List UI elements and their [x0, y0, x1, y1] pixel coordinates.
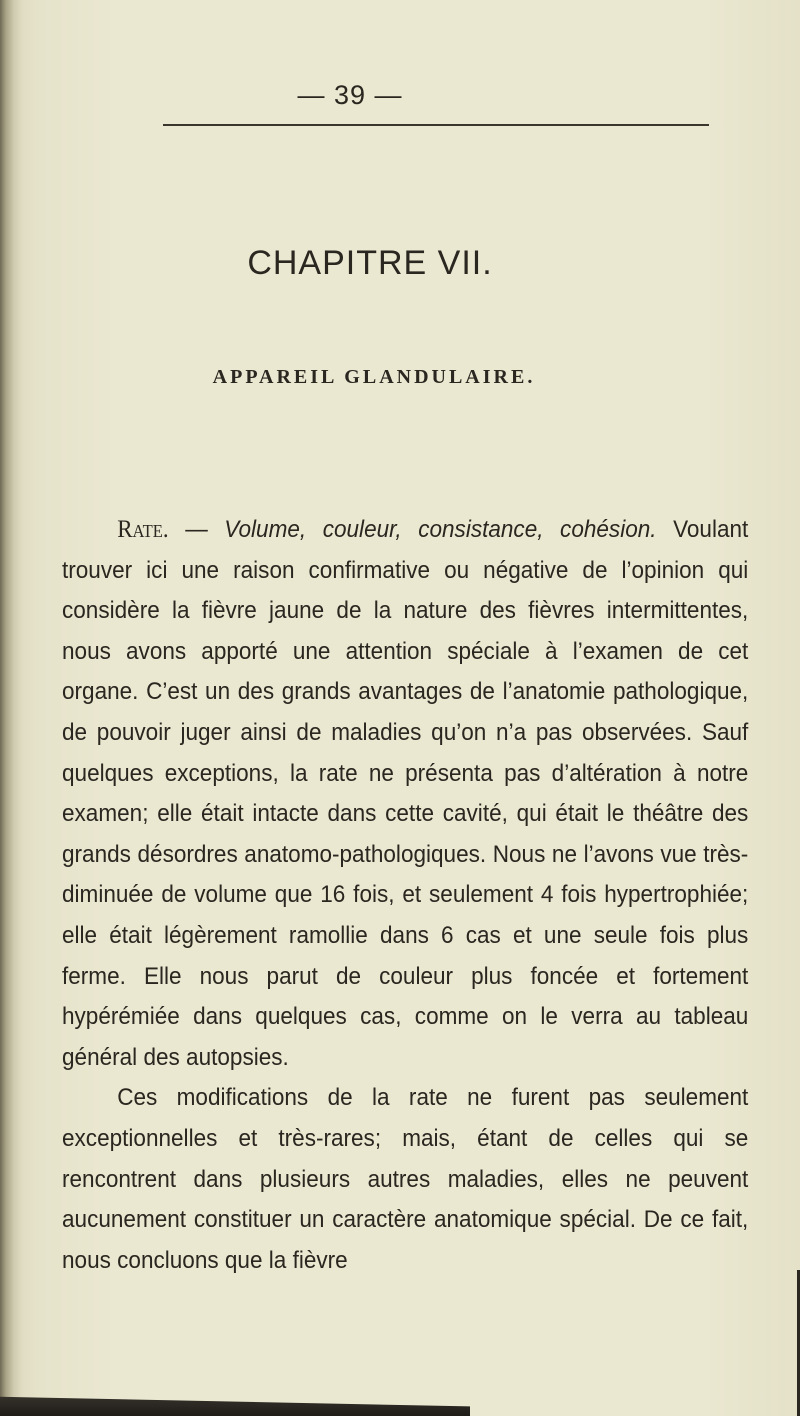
paragraph-lead: Rate.: [117, 516, 169, 543]
page-binding-shadow: [0, 0, 22, 1416]
paragraph-dash: —: [168, 516, 225, 543]
paragraph-1-text: Voulant trouver ici une raison confirmative ou négative de l’opinion qui considère la fièvre jaune de la nature des fièvres intermittentes, nous avons apporté une attention spéciale à l’examen de cet organe. C’est un des grands avantages de l’anatomie pathologique, de pouvoir juger ainsi de maladies qu’on n’a pas observées. Sauf quelques exceptions, la rate ne présenta pas d’altération à notre examen; elle était intacte dans cette cavité, qui était le théâtre des grands désordres anatomo-pathologiques. Nous ne l’avons vue très-diminuée de volume que 16 fois, et seulement 4 fois hypertrophiée; elle était légèrement ramollie dans 6 cas et une seule fois plus ferme. Elle nous parut de couleur plus foncée et fortement hypérémiée dans quelques cas, comme on le verra au tableau général des autopsies.: [62, 516, 749, 1071]
paragraph-1: [62, 510, 748, 1078]
page-number: — 39 —: [297, 80, 403, 110]
body-text: [62, 510, 748, 1281]
page-bottom-shadow: [0, 1392, 470, 1416]
section-title: APPAREIL GLANDULAIRE.: [212, 366, 536, 388]
paragraph-subtitle: Volume, couleur, consistance, cohésion.: [224, 516, 657, 543]
chapter-title: CHAPITRE VII.: [247, 244, 493, 282]
header-rule: [163, 124, 709, 126]
paragraph-2: Ces modifications de la rate ne furent pas seulement exceptionnelles et très-rares; mais, étant de celles qui se rencontrent dans plusieurs autres maladies, elles ne peuvent aucunement constituer un caractère anatomique spécial. De ce fait, nous concluons que la fièvre: [62, 1084, 749, 1274]
